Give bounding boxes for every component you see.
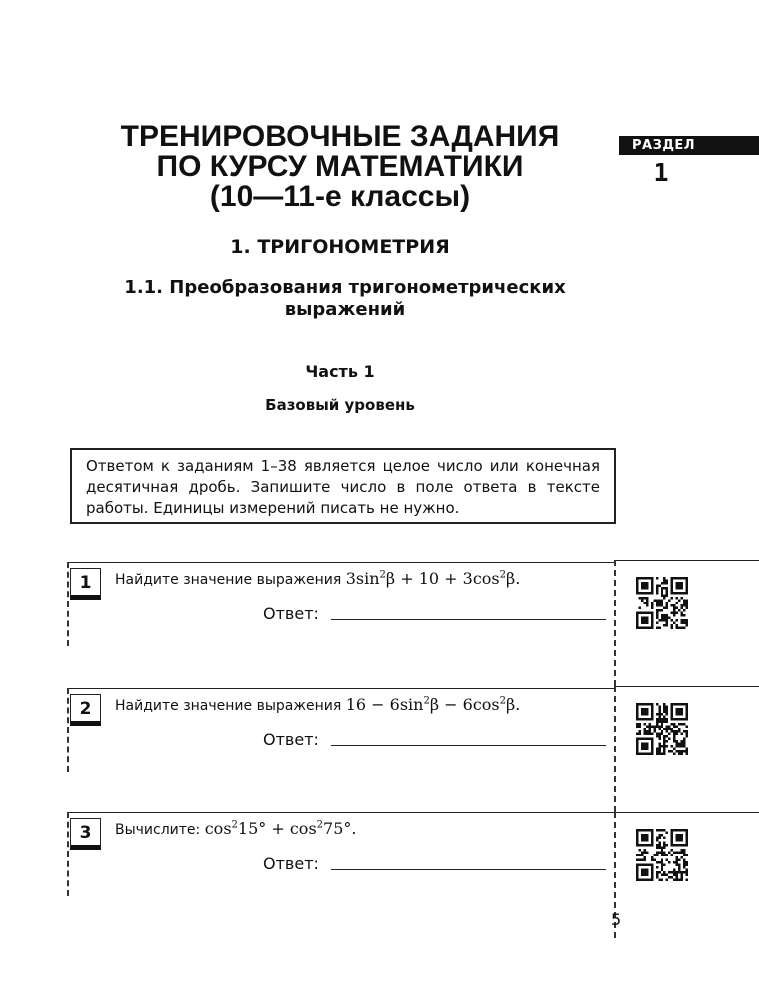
task-divider: [67, 688, 614, 689]
qr-panel-2: [614, 686, 759, 816]
qr-panel-border: [614, 812, 759, 813]
subchapter-line-1: 1.1. Преобразования тригонометрических: [124, 277, 566, 298]
section-label: РАЗДЕЛ: [619, 136, 759, 155]
qr-panel-dash: [614, 560, 616, 686]
task-margin-line: [67, 812, 69, 896]
task-divider: [67, 562, 614, 563]
qr-panel-border: [614, 560, 759, 561]
task-text: [115, 695, 520, 714]
task-prompt: Найдите значение выражения: [115, 572, 342, 588]
task-prompt: Найдите значение выражения: [115, 698, 342, 714]
task-number: 2: [70, 694, 101, 726]
qr-code-icon[interactable]: [636, 829, 688, 881]
answer-field[interactable]: [331, 619, 606, 620]
qr-panel-3: [614, 812, 759, 942]
task-margin-line: [67, 688, 69, 772]
qr-code-icon[interactable]: [636, 577, 688, 629]
title-line-1: ТРЕНИРОВОЧНЫЕ ЗАДАНИЯ: [120, 120, 560, 153]
answer-field[interactable]: [331, 745, 606, 746]
qr-panel-1: [614, 560, 759, 690]
level-title: Базовый уровень: [265, 396, 415, 414]
task-text: [115, 569, 520, 588]
task-number: 1: [70, 568, 101, 600]
page-title: [70, 122, 610, 212]
page-number: 5: [611, 910, 622, 929]
section-number: 1: [653, 158, 669, 187]
task-prompt: Вычислите:: [115, 822, 201, 838]
subchapter-heading: [80, 277, 610, 321]
task-margin-line: [67, 562, 69, 646]
task-expression: $16 - 6\sin^2\beta - 6\cos^2\beta$.: [345, 695, 521, 714]
task-expression: $3\sin^2\beta + 10 + 3\cos^2\beta$.: [345, 569, 521, 588]
task-divider: [67, 812, 614, 813]
task-expression: $\cos^215^\circ + \cos^275^\circ$.: [204, 819, 357, 838]
answer-field[interactable]: [331, 869, 606, 870]
task-number: 3: [70, 818, 101, 850]
instructions-box: Ответом к заданиям 1–38 является целое число или конечная десятичная дробь. Запишите число в поле ответа в тексте работы. Единицы измерений писать не нужно.: [70, 448, 616, 524]
subchapter-line-2: выражений: [284, 299, 406, 320]
part-title: Часть 1: [305, 362, 375, 381]
title-line-3: (10—11-е классы): [209, 180, 471, 213]
qr-code-icon[interactable]: [636, 703, 688, 755]
task-text: [115, 819, 356, 838]
answer-label: Ответ:: [263, 854, 319, 873]
qr-panel-dash: [614, 686, 616, 812]
answer-label: Ответ:: [263, 730, 319, 749]
qr-panel-border: [614, 686, 759, 687]
answer-label: Ответ:: [263, 604, 319, 623]
chapter-heading: 1. ТРИГОНОМЕТРИЯ: [230, 236, 450, 258]
title-line-2: ПО КУРСУ МАТЕМАТИКИ: [156, 150, 524, 183]
